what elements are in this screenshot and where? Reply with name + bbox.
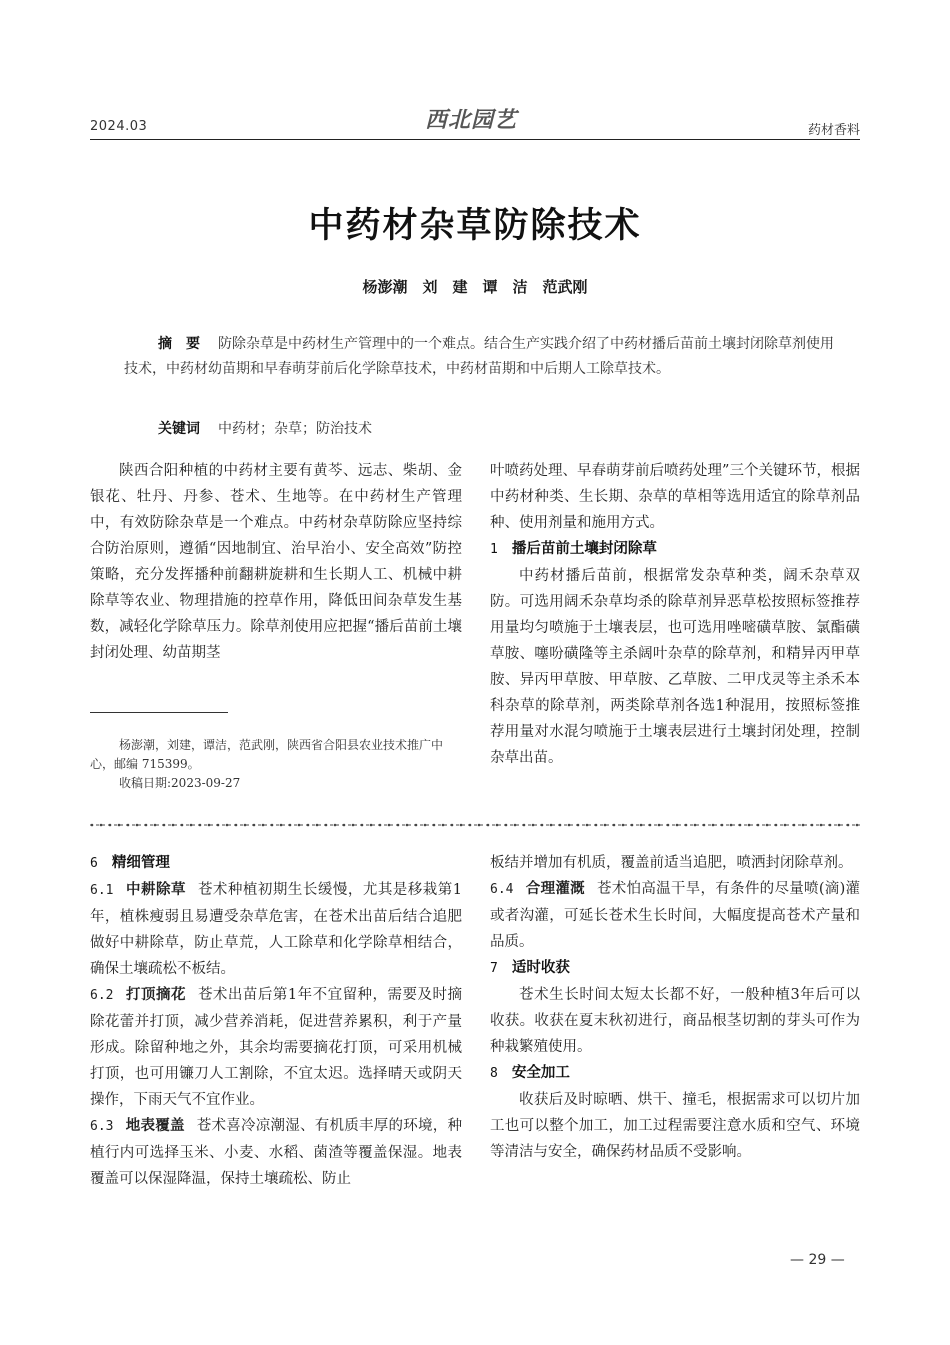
separator-dot <box>289 824 292 827</box>
separator-dot <box>586 824 589 827</box>
separator-dot <box>262 824 265 827</box>
section-name: 药材香料 <box>807 123 860 138</box>
separator-dot <box>442 824 445 827</box>
intro-left-column <box>90 458 462 666</box>
separator-dot <box>712 824 715 827</box>
separator-dot <box>658 824 661 827</box>
separator-dot <box>775 824 778 827</box>
separator-dot <box>136 824 139 827</box>
separator-dot <box>568 824 571 827</box>
abstract-text: 防除杂草是中药材生产管理中的一个难点。结合生产实践介绍了中药材播后苗前土壤封闭除草剂使用技术，中药材幼苗期和早春萌芽前后化学除草技术，中药材苗期和中后期人工除草技术。 <box>124 336 834 377</box>
separator-dot <box>478 824 481 827</box>
separator-dot <box>622 824 625 827</box>
separator-dot <box>109 824 112 827</box>
separator-dot <box>595 824 598 827</box>
subsection <box>90 1113 462 1192</box>
subsection-title: 地表覆盖 <box>125 1118 185 1134</box>
subsection-text: 苍术喜冷凉潮湿、有机质丰厚的环境，种植行内可选择玉米、小麦、水稻、菌渣等覆盖保湿。地表覆盖可以保湿降温，保持土壤疏松、防止 <box>90 1118 463 1187</box>
separator-dot <box>316 824 319 827</box>
separator-dot <box>298 824 301 827</box>
separator-dot <box>667 824 670 827</box>
intro-paragraph: 陕西合阳种植的中药材主要有黄芩、远志、柴胡、金银花、牡丹、丹参、苍术、生地等。在中药材生产管理中，有效防除杂草是一个难点。中药材杂草防除应坚持综合防治原则，遵循“因地制宜、治早治小、安全高效”防控策略，充分发挥播种前翻耕旋耕和生长期人工、机械中耕除草等农业、物理措施的控草作用，降低田间杂草发生基数，减轻化学除草压力。除草剂使用应把握“播后苗前土壤封闭处理、幼苗期茎 <box>90 463 462 661</box>
separator-dot <box>703 824 706 827</box>
separator-dot <box>748 824 751 827</box>
section-text: 收获后及时晾晒、烘干、撞毛，根据需求可以切片加工也可以整个加工，加工过程需要注意水质和空气、环境等清洁与安全，确保药材品质不受影响。 <box>490 1092 860 1160</box>
separator-dot <box>577 824 580 827</box>
separator-dot <box>631 824 634 827</box>
separator-dot <box>838 824 841 827</box>
separator-dot <box>406 824 409 827</box>
separator-dot <box>514 824 517 827</box>
separator-dot <box>487 824 490 827</box>
separator-dot <box>757 824 760 827</box>
section-number: 7 <box>490 961 498 976</box>
separator-dot <box>280 824 283 827</box>
separator-dot <box>100 824 103 827</box>
subsection-text: 苍术种植初期生长缓慢，尤其是移栽第1年，植株瘦弱且易遭受杂草危害，在苍术出苗后结合追肥做好中耕除草，防止草荒，人工除草和化学除草相结合，确保土壤疏松不板结。 <box>90 882 462 977</box>
separator-dot <box>847 824 850 827</box>
separator-dot <box>721 824 724 827</box>
footnote-rule <box>90 712 228 713</box>
section-heading <box>490 955 860 982</box>
subsection <box>90 982 462 1113</box>
separator-dot <box>739 824 742 827</box>
subsection-number: 6.4 <box>490 882 514 897</box>
lower-left-column <box>90 850 462 1192</box>
separator-dot <box>424 824 427 827</box>
section-number: 1 <box>490 542 498 557</box>
separator-dot <box>208 824 211 827</box>
subsection-title: 合理灌溉 <box>525 881 585 897</box>
separator-dot <box>649 824 652 827</box>
keywords <box>158 418 372 438</box>
section-text: 苍术生长时间太短太长都不好，一般种植3年后可以收获。收获在夏末秋初进行，商品根茎切割的芽头可作为种栽繁殖使用。 <box>490 987 860 1055</box>
separator-dot <box>334 824 337 827</box>
page-number: — 29 — <box>790 1252 845 1268</box>
lower-right-column <box>490 850 860 1165</box>
separator-dot <box>793 824 796 827</box>
separator-dot <box>91 824 94 827</box>
abstract <box>124 332 834 382</box>
page-separator <box>90 822 860 828</box>
subsection-text: 苍术出苗后第1年不宜留种，需要及时摘除花蕾并打顶，减少营养消耗，促进营养累积，利于产量形成。除留种地之外，其余均需要摘花打顶，可采用机械打顶，也可用镰刀人工割除，不宜太迟。选择晴天或阴天操作，下雨天气不宜作业。 <box>90 987 462 1108</box>
section-heading <box>490 536 860 563</box>
subsection-title: 打顶摘花 <box>125 987 186 1003</box>
separator-dot <box>235 824 238 827</box>
separator-dot <box>190 824 193 827</box>
separator-dot <box>154 824 157 827</box>
subsection-number: 6.2 <box>90 988 114 1003</box>
separator-dot <box>820 824 823 827</box>
separator-dot <box>388 824 391 827</box>
subsection <box>90 877 462 982</box>
separator-dot <box>451 824 454 827</box>
separator-dot <box>127 824 130 827</box>
separator-dot <box>640 824 643 827</box>
header-rule <box>90 139 860 140</box>
keywords-text: 中药材；杂草；防治技术 <box>218 421 372 437</box>
separator-dot <box>505 824 508 827</box>
section-heading <box>490 1060 860 1087</box>
separator-dot <box>559 824 562 827</box>
section-title: 播后苗前土壤封闭除草 <box>511 541 657 557</box>
separator-dot <box>856 824 859 827</box>
section-title: 精细管理 <box>111 855 170 871</box>
separator-dot <box>829 824 832 827</box>
section-heading <box>90 850 462 877</box>
section-text: 中药材播后苗前，根据常发杂草种类，阔禾杂草双防。可选用阔禾杂草均杀的除草剂异恶草松按照标签推荐用量均匀喷施于土壤表层，也可选用唑嘧磺草胺、氯酯磺草胺、噻吩磺隆等主杀阔叶杂草的除草剂，和精异丙甲草胺、异丙甲草胺、甲草胺、乙草胺、二甲戊灵等主杀禾本科杂草的除草剂，两类除草剂各选1种混用，按照标签推荐用量对水混匀喷施于土壤表层进行土壤封闭处理，控制杂草出苗。 <box>490 568 860 766</box>
separator-dot <box>271 824 274 827</box>
separator-dot <box>541 824 544 827</box>
separator-dot <box>433 824 436 827</box>
footnote-received: 收稿日期:2023-09-27 <box>119 776 241 790</box>
separator-dot <box>469 824 472 827</box>
section-number: 6 <box>90 856 98 871</box>
footnote-authors: 杨澎潮，刘建，谭洁，范武刚，陕西省合阳县农业技术推广中心，邮编 715399。 <box>90 738 444 771</box>
keywords-label: 关键词 <box>158 421 200 437</box>
separator-dot <box>532 824 535 827</box>
section-title: 安全加工 <box>511 1065 570 1081</box>
subsection-continued: 板结并增加有机质，覆盖前适当追肥，喷洒封闭除草剂。 <box>490 855 853 871</box>
subsection-text: 苍术怕高温干旱，有条件的尽量喷(滴)灌或者沟灌，可延长苍术生长时间，大幅度提高苍术产量和品质。 <box>490 881 861 950</box>
separator-dot <box>784 824 787 827</box>
separator-dot <box>496 824 499 827</box>
separator-dot <box>163 824 166 827</box>
separator-dot <box>325 824 328 827</box>
separator-dot <box>307 824 310 827</box>
subsection-number: 6.1 <box>90 883 114 898</box>
subsection-title: 中耕除草 <box>125 882 186 898</box>
journal-logo: 西北园艺 <box>425 107 518 133</box>
separator-dot <box>397 824 400 827</box>
separator-dot <box>811 824 814 827</box>
separator-dot <box>172 824 175 827</box>
separator-dot <box>730 824 733 827</box>
section-number: 8 <box>490 1066 498 1081</box>
separator-dot <box>676 824 679 827</box>
abstract-label: 摘 要 <box>158 336 200 352</box>
separator-dot <box>766 824 769 827</box>
separator-dot <box>343 824 346 827</box>
issue-date: 2024.03 <box>90 119 148 134</box>
subsection <box>490 876 860 955</box>
separator-dot <box>370 824 373 827</box>
separator-dot <box>694 824 697 827</box>
separator-dot <box>226 824 229 827</box>
separator-dot <box>253 824 256 827</box>
separator-dot <box>523 824 526 827</box>
article-title: 中药材杂草防除技术 <box>308 206 642 246</box>
intro-right-column <box>490 458 860 771</box>
separator-dot <box>118 824 121 827</box>
footnote <box>90 736 462 793</box>
separator-dot <box>244 824 247 827</box>
intro-paragraph-continued: 叶喷药处理、早春萌芽前后喷药处理”三个关键环节，根据中药材种类、生长期、杂草的草相等选用适宜的除草剂品种、使用剂量和施用方式。 <box>490 463 860 531</box>
separator-dot <box>361 824 364 827</box>
separator-dot <box>685 824 688 827</box>
separator-dot <box>352 824 355 827</box>
separator-dot <box>802 824 805 827</box>
separator-dot <box>181 824 184 827</box>
separator-dot <box>613 824 616 827</box>
separator-dot <box>460 824 463 827</box>
section-title: 适时收获 <box>511 960 570 976</box>
author-list: 杨澎潮 刘 建 谭 洁 范武刚 <box>362 278 588 296</box>
separator-dot <box>145 824 148 827</box>
separator-dot <box>550 824 553 827</box>
separator-dot <box>379 824 382 827</box>
separator-dot <box>217 824 220 827</box>
separator-dot <box>415 824 418 827</box>
separator-dot <box>604 824 607 827</box>
subsection-number: 6.3 <box>90 1119 114 1134</box>
separator-dot <box>199 824 202 827</box>
